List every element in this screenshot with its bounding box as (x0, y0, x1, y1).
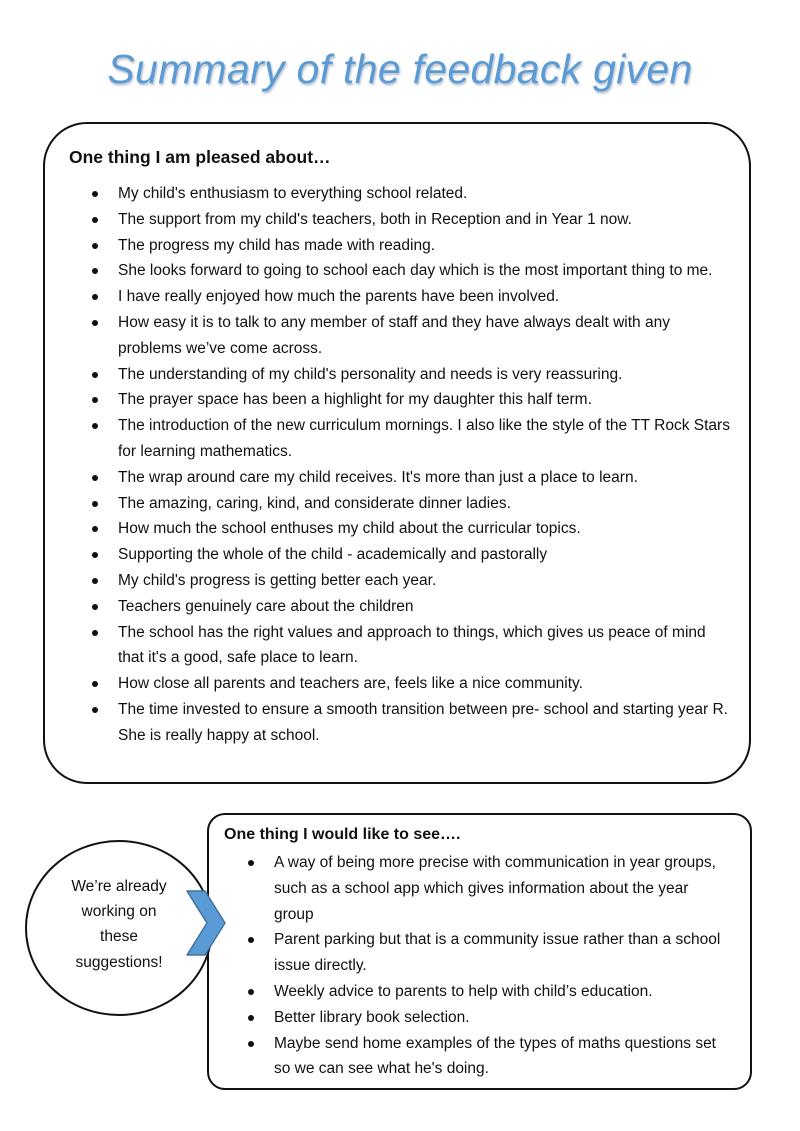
list-item-text: The amazing, caring, kind, and considerate dinner ladies. (118, 494, 511, 512)
list-item-text: The prayer space has been a highlight for my daughter this half term. (118, 391, 592, 409)
list-item-text: The wrap around care my child receives. It's more than just a place to learn. (118, 468, 638, 486)
bullet-icon (92, 501, 98, 507)
suggestions-heading: One thing I would like to see…. (224, 826, 461, 843)
list-item (92, 181, 732, 207)
list-item-text: My child's enthusiasm to everything school related. (118, 185, 468, 202)
callout-line: these (100, 928, 138, 946)
list-item (92, 207, 732, 233)
list-item-text: The progress my child has made with reading. (118, 236, 436, 254)
list-item-text: Teachers genuinely care about the children (118, 597, 414, 615)
list-item-text: The introduction of the new curriculum mornings. I also like the style of the TT Rock Stars for learning mathematics. (118, 417, 730, 460)
bullet-icon (92, 191, 98, 197)
list-item-text: My child's progress is getting better each year. (118, 571, 437, 589)
callout-line: working on (81, 903, 157, 921)
bullet-icon (92, 294, 98, 300)
list-item (248, 1031, 728, 1083)
bullet-icon (92, 475, 98, 481)
pleased-feedback-box (43, 122, 751, 784)
pleased-list (92, 181, 732, 749)
list-item-text: Maybe send home examples of the types of maths questions set so we can see what he's doing. (274, 1034, 716, 1078)
list-item (92, 491, 732, 517)
list-item-text: The school has the right values and approach to things, which gives us peace of mind that it's a good, safe place to learn. (118, 623, 706, 667)
bullet-icon (92, 372, 98, 378)
bullet-icon (92, 707, 98, 713)
list-item (248, 979, 728, 1005)
list-item-text: Parent parking but that is a community issue rather than a school issue directly. (274, 931, 721, 975)
list-item-text: The understanding of my child's personality and needs is very reassuring. (118, 365, 623, 383)
list-item (92, 310, 732, 362)
list-item (92, 620, 732, 672)
bullet-icon (92, 397, 98, 403)
bullet-icon (92, 217, 98, 223)
list-item (92, 697, 732, 749)
bullet-icon (92, 320, 98, 326)
page-title: Summary of the feedback given (107, 46, 693, 92)
list-item-text: How much the school enthuses my child about the curricular topics. (118, 520, 581, 538)
bullet-icon (92, 526, 98, 532)
list-item-text: A way of being more precise with communication in year groups, such as a school app which gives information about the year group (274, 854, 716, 923)
list-item-text: I have really enjoyed how much the parents have been involved. (118, 288, 560, 306)
bullet-icon (92, 243, 98, 249)
list-item (92, 284, 732, 310)
bullet-icon (248, 937, 254, 943)
list-item (248, 850, 728, 927)
bullet-icon (248, 860, 254, 866)
callout-line: suggestions! (75, 953, 163, 971)
list-item-text: Weekly advice to parents to help with child’s education. (274, 982, 653, 1000)
list-item-text: How easy it is to talk to any member of staff and they have always dealt with any problems we’ve come across. (118, 313, 670, 357)
list-item (92, 387, 732, 413)
chevron-right-icon (186, 890, 226, 956)
list-item-text: She looks forward to going to school each day which is the most important thing to me. (118, 262, 713, 280)
list-item (92, 362, 732, 388)
bullet-icon (92, 604, 98, 610)
list-item-text: How close all parents and teachers are, feels like a nice community. (118, 675, 583, 693)
bullet-icon (248, 1015, 254, 1021)
list-item (92, 516, 732, 542)
list-item (92, 233, 732, 259)
bullet-icon (92, 552, 98, 558)
list-item (92, 542, 732, 568)
list-item-text: Supporting the whole of the child - academically and pastorally (118, 546, 548, 564)
callout-text (40, 874, 198, 975)
list-item (92, 671, 732, 697)
list-item (92, 465, 732, 491)
bullet-icon (92, 268, 98, 274)
bullet-icon (248, 1041, 254, 1047)
pleased-heading: One thing I am pleased about… (69, 147, 331, 167)
list-item-text: The support from my child's teachers, both in Reception and in Year 1 now. (118, 210, 632, 228)
list-item-text: The time invested to ensure a smooth transition between pre- school and starting year R. She is really happy at school. (118, 700, 728, 744)
list-item (92, 594, 732, 620)
suggestions-box (207, 813, 752, 1090)
bullet-icon (92, 630, 98, 636)
bullet-icon (92, 423, 98, 429)
callout-line: We’re already (71, 878, 167, 895)
list-item (92, 568, 732, 594)
bullet-icon (92, 578, 98, 584)
list-item (92, 258, 732, 284)
list-item (92, 413, 732, 465)
list-item (248, 1005, 728, 1031)
list-item (248, 927, 728, 979)
bullet-icon (92, 681, 98, 687)
list-item-text: Better library book selection. (274, 1008, 470, 1026)
suggestions-list (248, 850, 728, 1082)
bullet-icon (248, 989, 254, 995)
